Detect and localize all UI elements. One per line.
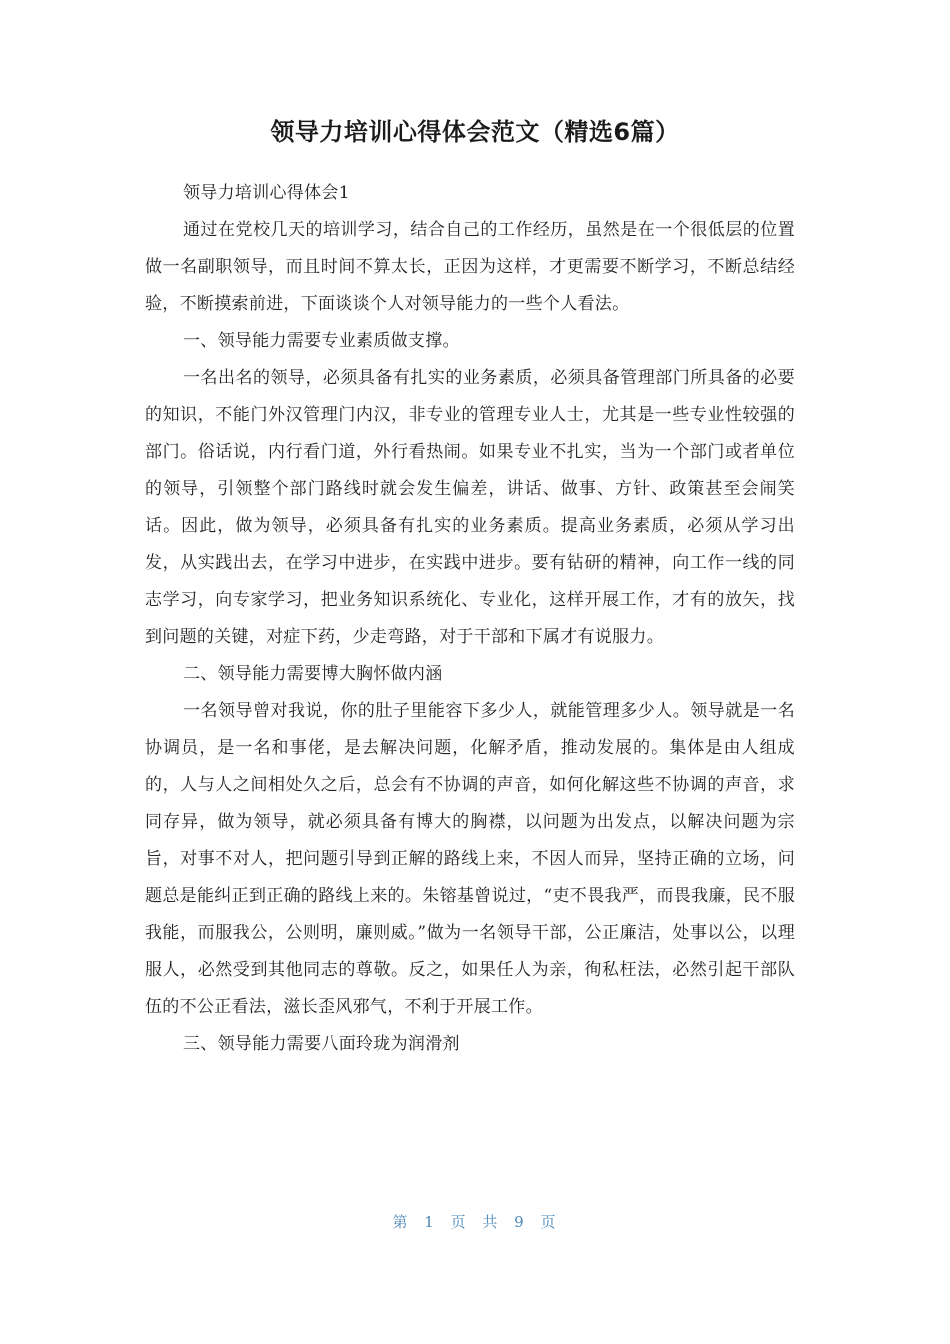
subsection-heading: 二、领导能力需要博大胸怀做内涵 bbox=[183, 664, 443, 684]
body-paragraph: 一名出名的领导，必须具备有扎实的业务素质，必须具备管理部门所具备的必要的知识，不能门外汉管理门内汉，非专业的管理专业人士，尤其是一些专业性较强的部门。俗话说，内行看门道，外行看热闹。如果专业不扎实，当为一个部门或者单位的领导，引领整个部门路线时就会发生偏差，讲话、做事、方针、政策甚至会闹笑话。因此，做为领导，必须具备有扎实的业务素质。提高业务素质，必须从学习出发，从实践出去，在学习中进步，在实践中进步。要有钻研的精神，向工作一线的同志学习，向专家学习，把业务知识系统化、专业化，这样开展工作，才有的放矢，找到问题的关键，对症下药，少走弯路，对于干部和下属才有说服力。 bbox=[145, 368, 795, 647]
body-paragraph: 一名领导曾对我说，你的肚子里能容下多少人，就能管理多少人。领导就是一名协调员，是一名和事佬，是去解决问题，化解矛盾，推动发展的。集体是由人组成的，人与人之间相处久之后，总会有不协调的声音，如何化解这些不协调的声音，求同存异，做为领导，就必须具备有博大的胸襟，以问题为出发点，以解决问题为宗旨，对事不对人，把问题引导到正解的路线上来，不因人而异，坚持正确的立场，问题总是能纠正到正确的路线上来的。朱镕基曾说过，“吏不畏我严，而畏我廉，民不服我能，而服我公，公则明，廉则威。”做为一名领导干部，公正廉洁，处事以公，以理服人，必然受到其他同志的尊敬。反之，如果任人为亲，徇私枉法，必然引起干部队伍的不公正看法，滋长歪风邪气，不利于开展工作。 bbox=[145, 701, 795, 1017]
body-paragraph: 通过在党校几天的培训学习，结合自己的工作经历，虽然是在一个很低层的位置做一名副职领导，而且时间不算太长，正因为这样，才更需要不断学习，不断总结经验，不断摸索前进，下面谈谈个人对领导能力的一些个人看法。 bbox=[145, 220, 795, 314]
subsection-heading: 三、领导能力需要八面玲珑为润滑剂 bbox=[183, 1034, 460, 1054]
document-title: 领导力培训心得体会范文（精选6篇） bbox=[270, 118, 680, 146]
document-body bbox=[145, 175, 795, 1063]
page-number-footer: 第 1 页 共 9 页 bbox=[392, 1213, 558, 1231]
section-heading: 领导力培训心得体会1 bbox=[183, 183, 350, 203]
subsection-heading: 一、领导能力需要专业素质做支撑。 bbox=[183, 331, 460, 351]
